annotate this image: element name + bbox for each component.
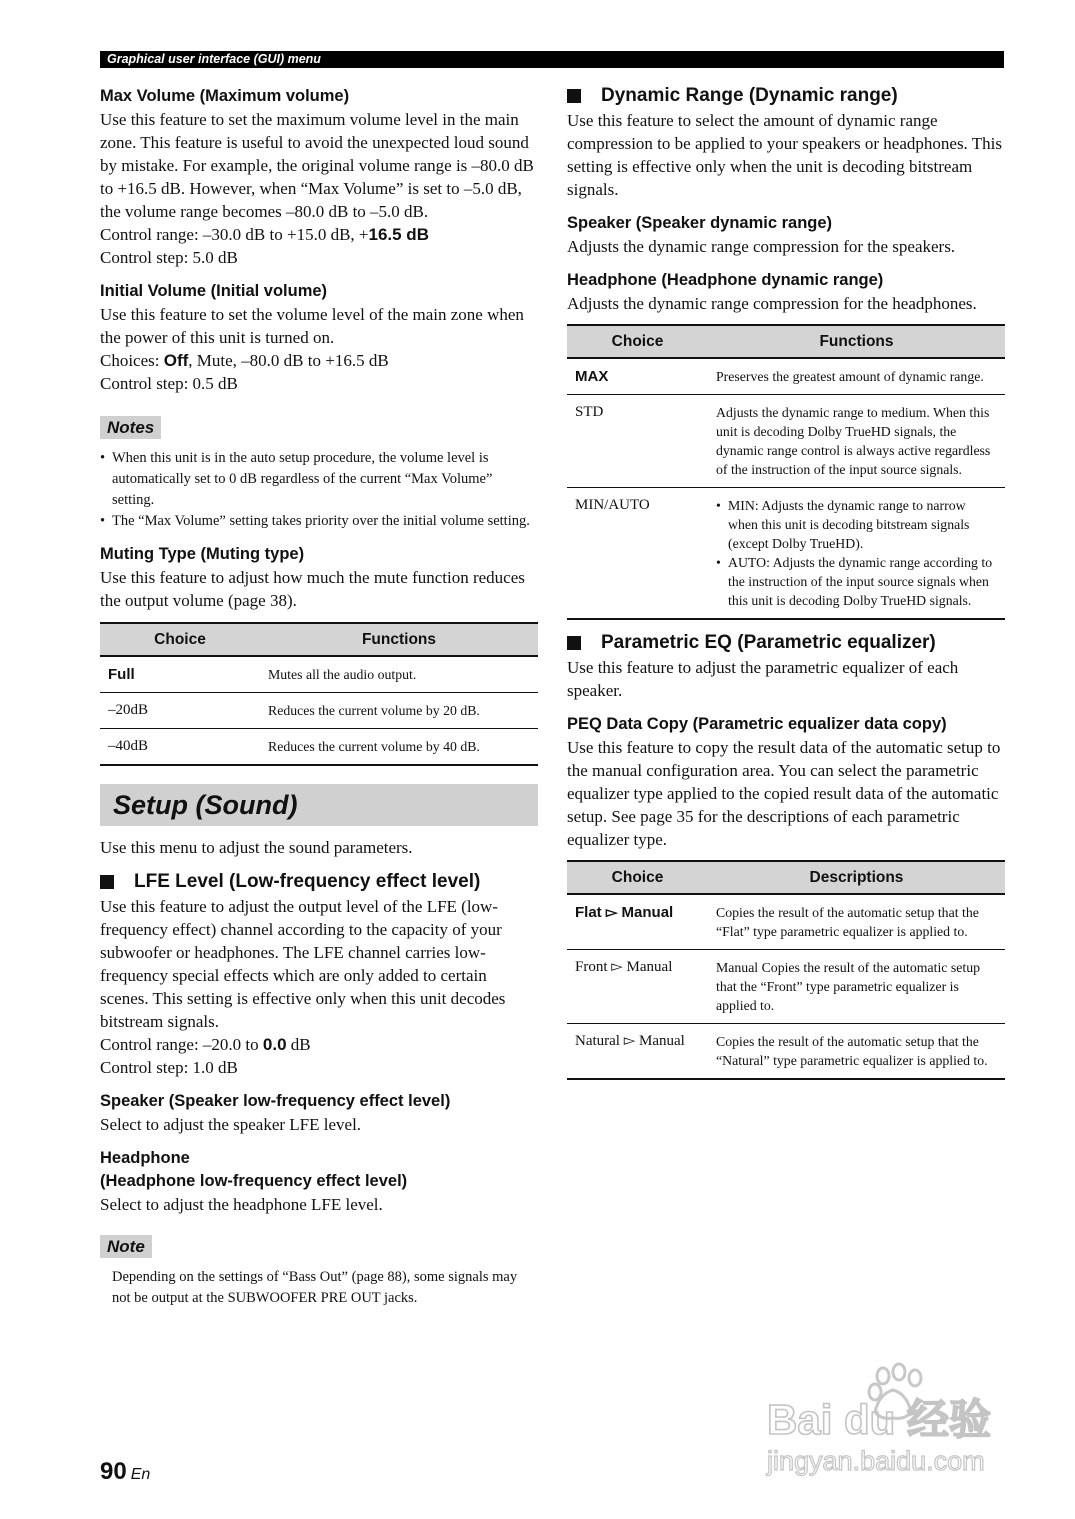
initial-volume-step: Control step: 0.5 dB <box>100 374 238 393</box>
section-square-icon <box>567 636 581 650</box>
watermark-brand: Bai du 经验 <box>767 1396 992 1443</box>
notes-label: Notes <box>100 416 161 439</box>
muting-type-heading: Muting Type (Muting type) <box>100 545 305 563</box>
lfe-range-prefix: Control range: –20.0 to <box>100 1035 263 1054</box>
initial-volume-body: Use this feature to set the volume level of the main zone when the power of this unit is turned on. <box>100 305 524 347</box>
initial-volume-heading: Initial Volume (Initial volume) <box>100 282 328 300</box>
choice-cell: Full <box>100 656 260 693</box>
baidu-watermark-icon <box>765 1362 1005 1477</box>
notes-list <box>100 448 538 532</box>
choice-cell: MIN/AUTO <box>567 488 708 620</box>
function-cell: Mutes all the audio output. <box>260 656 538 693</box>
lfe-level-range <box>100 1033 538 1056</box>
note-item: • The “Max Volume” setting takes priority over the initial volume setting. <box>100 511 538 532</box>
lfe-range-default: 0.0 <box>262 1035 287 1054</box>
peq-copy-heading: PEQ Data Copy (Parametric equalizer data copy) <box>567 715 947 733</box>
max-volume-range-text: Control range: –30.0 dB to +15.0 dB, + <box>100 225 369 244</box>
choice-cell: Front ▻ Manual <box>567 950 708 1024</box>
description-cell: Manual Copies the result of the automatic setup that the “Front” type parametric equalizer is applied to. <box>708 950 1005 1024</box>
note-label: Note <box>100 1235 152 1258</box>
max-volume-heading: Max Volume (Maximum volume) <box>100 87 350 105</box>
table-row <box>567 894 1005 950</box>
table-row <box>100 693 538 729</box>
table-row <box>100 729 538 766</box>
speaker-lfe-body: Select to adjust the speaker LFE level. <box>100 1115 362 1134</box>
choice-cell: STD <box>567 395 708 488</box>
function-bullets <box>716 496 997 610</box>
choice-cell: Natural ▻ Manual <box>567 1024 708 1080</box>
headphone-lfe-heading-line2: (Headphone low-frequency effect level) <box>100 1172 408 1190</box>
parametric-eq-title: Parametric EQ (Parametric equalizer) <box>601 632 936 653</box>
peq-copy-table <box>567 860 1005 1080</box>
max-volume-range <box>100 223 538 246</box>
section-square-icon <box>567 89 581 103</box>
function-cell: Reduces the current volume by 20 dB. <box>260 693 538 729</box>
right-column <box>567 82 1005 1080</box>
table-header-functions: Functions <box>708 325 1005 358</box>
page-number <box>100 1458 150 1486</box>
table-header-descriptions: Descriptions <box>708 861 1005 894</box>
lfe-range-suffix: dB <box>286 1035 311 1054</box>
lfe-level-heading <box>100 869 538 895</box>
table-header-functions: Functions <box>260 623 538 656</box>
section-square-icon <box>100 875 114 889</box>
max-volume-range-default: 16.5 dB <box>368 225 429 244</box>
setup-sound-intro: Use this menu to adjust the sound parameters. <box>100 838 413 857</box>
choice-cell: Flat ▻ Manual <box>567 894 708 950</box>
headphone-lfe-heading-line1: Headphone <box>100 1149 190 1167</box>
table-header-choice: Choice <box>567 325 708 358</box>
note-text: Depending on the settings of “Bass Out” (page 88), some signals may not be output at the SUBWOOFER PRE OUT jacks. <box>112 1269 518 1306</box>
speaker-dr-heading: Speaker (Speaker dynamic range) <box>567 214 833 232</box>
function-cell: Adjusts the dynamic range to medium. When this unit is decoding Dolby TrueHD signals, the dynamic range control is always active regardless of the instruction of the input source signals. <box>708 395 1005 488</box>
function-bullet: • MIN: Adjusts the dynamic range to narrow when this unit is decoding bitstream signals (except Dolby TrueHD). <box>716 496 997 553</box>
choices-rest: , Mute, –80.0 dB to +16.5 dB <box>188 351 389 370</box>
lfe-level-step: Control step: 1.0 dB <box>100 1058 238 1077</box>
initial-volume-choices <box>100 349 538 372</box>
table-row <box>567 488 1005 620</box>
table-row <box>567 950 1005 1024</box>
headphone-lfe-body: Select to adjust the headphone LFE level. <box>100 1195 383 1214</box>
headphone-lfe-heading <box>100 1147 538 1193</box>
speaker-lfe-heading: Speaker (Speaker low-frequency effect level) <box>100 1092 451 1110</box>
parametric-eq-body: Use this feature to adjust the parametric equalizer of each speaker. <box>567 658 959 700</box>
dynamic-range-heading <box>567 83 1005 109</box>
parametric-eq-heading <box>567 630 1005 656</box>
table-header-choice: Choice <box>100 623 260 656</box>
note-item: • When this unit is in the auto setup procedure, the volume level is automatically set to 0 dB regardless of the current “Max Volume” setting. <box>100 448 538 511</box>
dynamic-range-title: Dynamic Range (Dynamic range) <box>601 85 898 106</box>
description-cell: Copies the result of the automatic setup that the “Flat” type parametric equalizer is applied to. <box>708 894 1005 950</box>
lfe-level-body: Use this feature to adjust the output level of the LFE (low-frequency effect) channel according to the capacity of your subwoofer or headphones. The LFE channel carries low-frequency special effects which are only added to certain scenes. This setting is effective only when this unit decodes bitstream signals. <box>100 897 506 1031</box>
max-volume-step: Control step: 5.0 dB <box>100 248 238 267</box>
table-row <box>567 395 1005 488</box>
page-language: En <box>130 1466 151 1483</box>
choices-prefix: Choices: <box>100 351 164 370</box>
function-cell: Reduces the current volume by 40 dB. <box>260 729 538 766</box>
table-row <box>567 1024 1005 1080</box>
muting-type-body: Use this feature to adjust how much the mute function reduces the output volume (page 38). <box>100 568 525 610</box>
choice-cell: –40dB <box>100 729 260 766</box>
headphone-dr-heading: Headphone (Headphone dynamic range) <box>567 271 884 289</box>
table-row <box>100 656 538 693</box>
muting-type-table <box>100 622 538 766</box>
dynamic-range-table <box>567 324 1005 620</box>
left-column <box>100 82 538 1309</box>
headphone-dr-body: Adjusts the dynamic range compression for the headphones. <box>567 294 977 313</box>
dynamic-range-body: Use this feature to select the amount of dynamic range compression to be applied to your speakers or headphones. This setting is effective only when the unit is decoding bitstream signals. <box>567 111 1002 199</box>
watermark-url: jingyan.baidu.com <box>767 1446 985 1476</box>
page-number-value: 90 <box>100 1458 127 1485</box>
function-bullet: • AUTO: Adjusts the dynamic range according to the instruction of the input source signals when this unit is decoding Dolby TrueHD signals. <box>716 553 997 610</box>
table-header-choice: Choice <box>567 861 708 894</box>
description-cell: Copies the result of the automatic setup that the “Natural” type parametric equalizer is applied to. <box>708 1024 1005 1080</box>
choice-cell: MAX <box>567 358 708 395</box>
choices-default: Off <box>163 351 189 370</box>
function-cell <box>708 488 1005 620</box>
speaker-dr-body: Adjusts the dynamic range compression for the speakers. <box>567 237 956 256</box>
peq-copy-body: Use this feature to copy the result data of the automatic setup to the manual configuration area. You can select the parametric equalizer type applied to the copied result data of the automatic setup. See page 35 for the descriptions of each parametric equalizer type. <box>567 738 1001 849</box>
table-row <box>567 358 1005 395</box>
running-header: Graphical user interface (GUI) menu <box>100 51 1004 68</box>
max-volume-body: Use this feature to set the maximum volume level in the main zone. This feature is useful to avoid the unexpected loud sound by mistake. For example, the original volume range is –80.0 dB to +16.5 dB. However, when “Max Volume” is set to –5.0 dB, the volume range becomes –80.0 dB to –5.0 dB. <box>100 110 534 221</box>
choice-cell: –20dB <box>100 693 260 729</box>
function-cell: Preserves the greatest amount of dynamic range. <box>708 358 1005 395</box>
setup-sound-banner: Setup (Sound) <box>100 784 538 826</box>
lfe-level-title: LFE Level (Low-frequency effect level) <box>134 871 481 892</box>
